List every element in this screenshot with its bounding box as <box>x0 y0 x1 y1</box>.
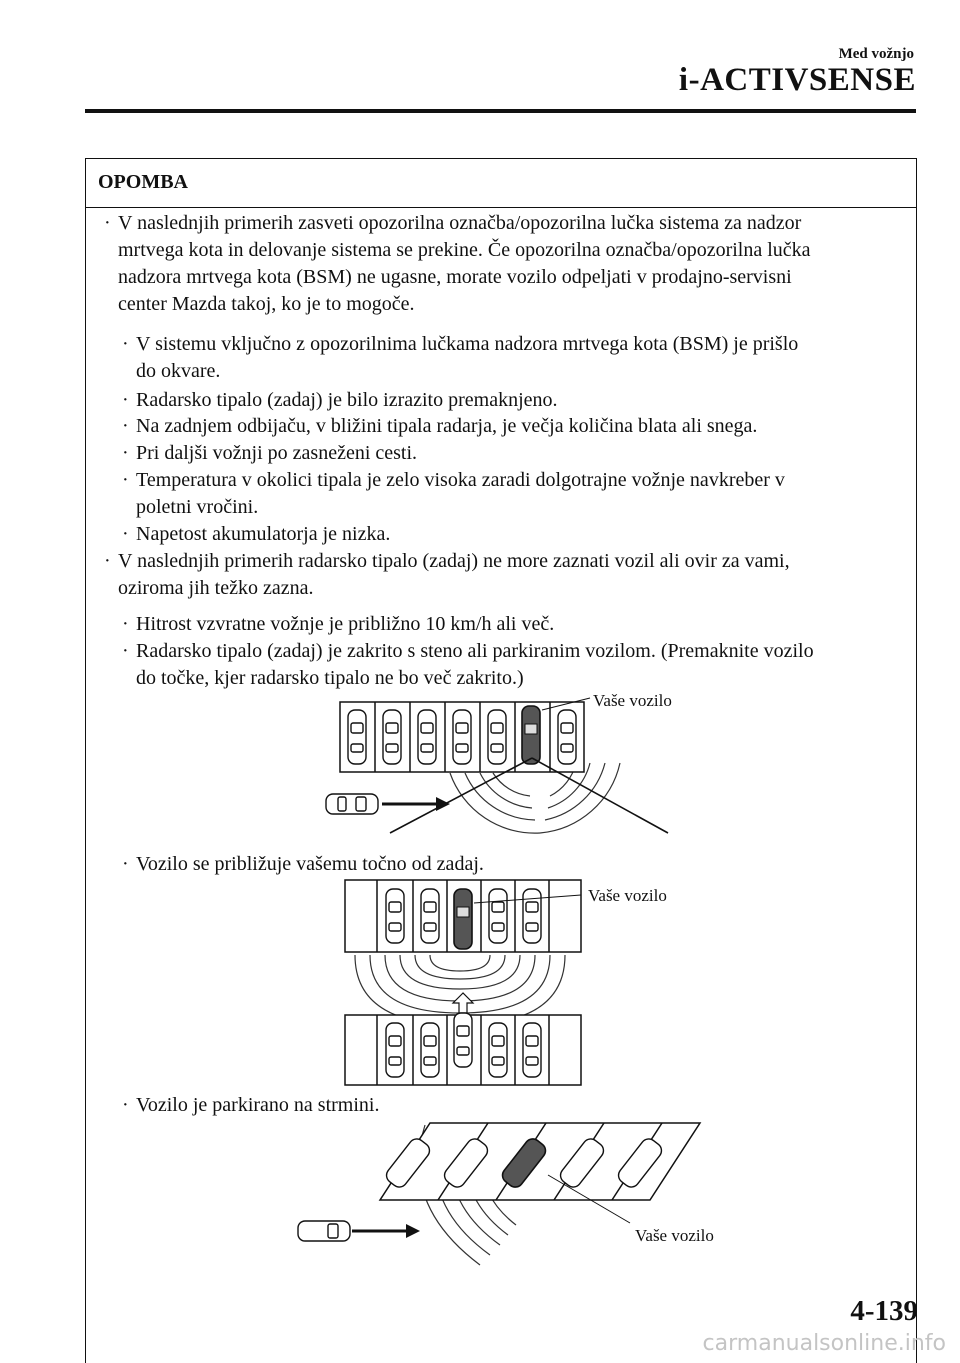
page-title: i-ACTIVSENSE <box>678 62 916 98</box>
note-subitem: V sistemu vključno z opozorilnima lučkama nadzora mrtvega kota (BSM) je prišlo <box>136 333 799 355</box>
bullet-dot: · <box>122 389 129 411</box>
bullet-dot: · <box>122 415 129 437</box>
bullet-dot: · <box>122 853 129 875</box>
bullet-dot: · <box>122 333 129 355</box>
bullet-dot: · <box>122 442 129 464</box>
note-text-line: oziroma jih težko zazna. <box>118 577 314 599</box>
note-text-line: mrtvega kota in delovanje sistema se prekine. Če opozorilna označba/opozorilna lučka <box>118 239 811 261</box>
note-subitem: do točke, kjer radarsko tipalo ne bo več zakrito.) <box>136 667 524 689</box>
bullet-dot: · <box>104 212 111 234</box>
figure-slope <box>290 1115 730 1275</box>
bullet-dot: · <box>122 523 129 545</box>
header-rule <box>85 109 916 113</box>
figure-label-your-vehicle: Vaše vozilo <box>588 886 667 905</box>
bullet-dot: · <box>122 1094 129 1116</box>
note-text-line: V naslednjih primerih zasveti opozorilna označba/opozorilna lučka sistema za nadzor <box>118 212 802 234</box>
watermark: carmanualsonline.info <box>702 1331 946 1356</box>
figure-label-your-vehicle: Vaše vozilo <box>593 691 672 710</box>
note-text-line: nadzora mrtvega kota (BSM) ne ugasne, morate vozilo odpeljati v prodajno-servisni <box>118 266 792 288</box>
note-subitem: Vozilo se približuje vašemu točno od zadaj. <box>136 853 484 875</box>
page-number: 4-139 <box>850 1295 918 1327</box>
figure-label-your-vehicle: Vaše vozilo <box>635 1226 714 1245</box>
bullet-dot: · <box>122 640 129 662</box>
note-subitem: Temperatura v okolici tipala je zelo visoka zaradi dolgotrajne vožnje navkreber v <box>136 469 785 491</box>
note-subitem: do okvare. <box>136 360 221 382</box>
section-name: Med vožnjo <box>838 46 914 62</box>
note-title: OPOMBA <box>86 159 916 208</box>
note-subitem: Na zadnjem odbijaču, v bližini tipala radarja, je večja količina blata ali snega. <box>136 415 758 437</box>
note-text-line: center Mazda takoj, ko je to mogoče. <box>118 293 415 315</box>
note-subitem: Pri daljši vožnji po zasneženi cesti. <box>136 442 418 464</box>
note-subitem: Napetost akumulatorja je nizka. <box>136 523 391 545</box>
bullet-dot: · <box>104 550 111 572</box>
note-subitem: Vozilo je parkirano na strmini. <box>136 1094 380 1116</box>
figure-rear-approach <box>335 875 595 1090</box>
bullet-dot: · <box>122 613 129 635</box>
note-subitem: poletni vročini. <box>136 496 259 518</box>
note-subitem: Radarsko tipalo (zadaj) je bilo izrazito premaknjeno. <box>136 389 558 411</box>
note-subitem: Radarsko tipalo (zadaj) je zakrito s steno ali parkiranim vozilom. (Premaknite vozilo <box>136 640 814 662</box>
note-subitem: Hitrost vzvratne vožnje je približno 10 km/h ali več. <box>136 613 555 635</box>
note-text-line: V naslednjih primerih radarsko tipalo (zadaj) ne more zaznati vozil ali ovir za vami, <box>118 550 790 572</box>
bullet-dot: · <box>122 469 129 491</box>
